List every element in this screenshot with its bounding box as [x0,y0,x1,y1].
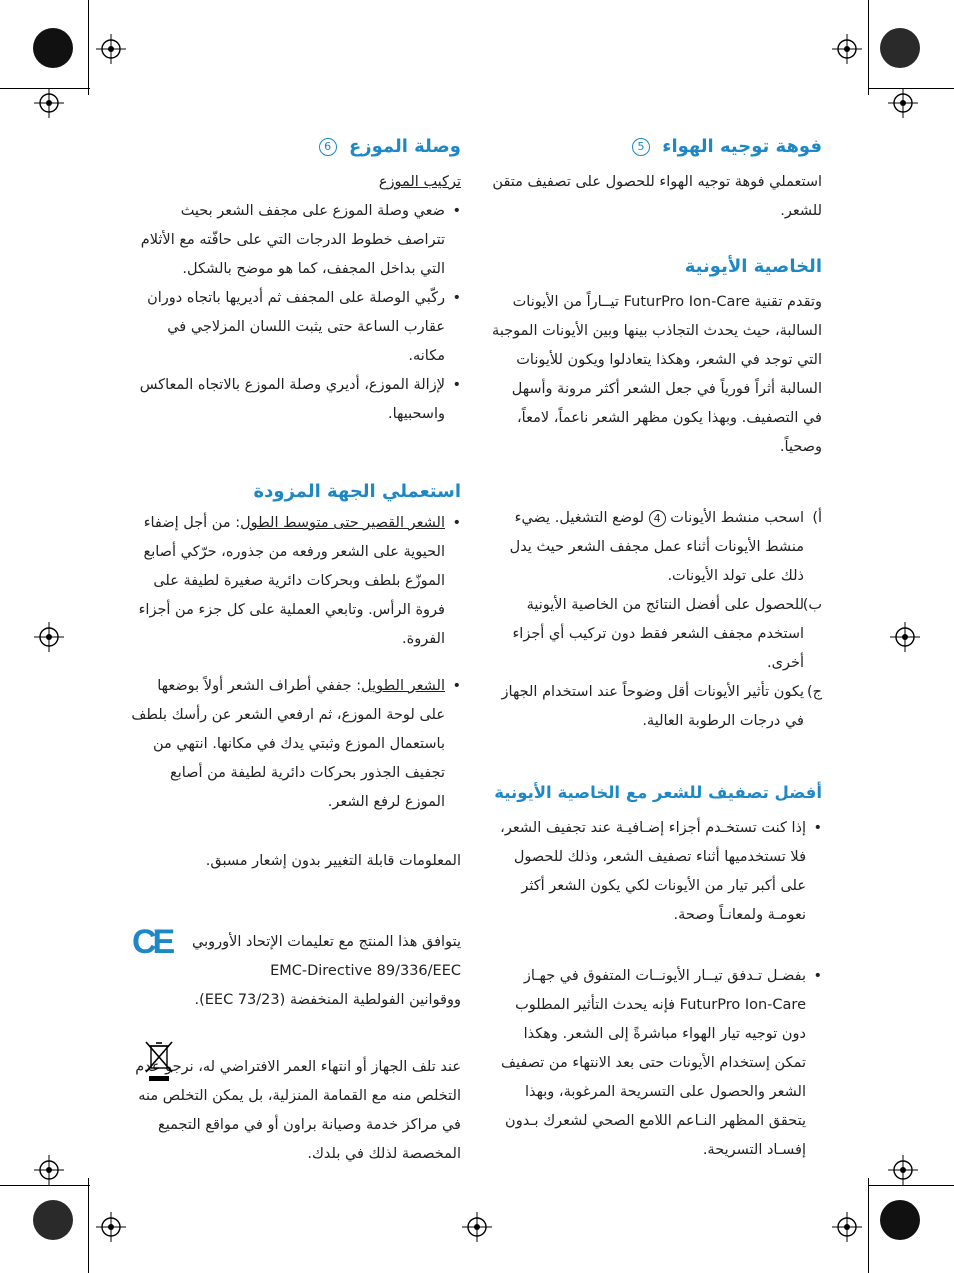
registration-mark-icon [34,622,64,652]
list-item-text: لوضع التشغيل. يضيء منشط الأيونات أثناء عمل مجفف الشعر حيث يدل ذلك على تولد الأيونات. [509,510,804,584]
list-item-text: من أجل إضفاء الحيوية على الشعر ورفعه من جذوره، حرّكي أصابع الموزّع بلطف وبحركات دائرية صغيرة لطيفة على فروة الرأس. وتابعي العملية على كل جزء من أجزاء الفروة. [138,515,445,647]
list-item-text: إذا كنت تستخـدم أجزاء إضـافيـة عند تجفيف الشعر، فلا تستخدميها أثناء تصفيف الشعر، وذلك للحصول على أكبر تيار من الأيونات لكي يكون الشعر أكثر نعومـة ولمعانـاً وصحة. [500,820,806,923]
bullet: • [452,377,461,393]
section-6-number: 6 [319,138,337,156]
list-item [130,284,461,371]
list-item [130,197,461,284]
registration-mark-icon [890,622,920,652]
section-5-title: فوهة توجيه الهواء 5 [490,132,822,162]
section-5-number: 5 [632,138,650,156]
list-item [490,504,822,591]
list-item-text: يكون تأثير الأيونات أقل وضوحاً عند استخدام الجهاز في درجات الرطوبة العالية. [501,684,804,729]
registration-mark-icon [832,1212,862,1242]
list-item-text: بفضـل تـدفق تيــار الأيونــات المتفوق في جهـاز FuturPro Ion-Care فإنه يحدث التأثير المطلوب دون توجيه تيار الهواء مباشرةً إلى الشعر. وهكذا تمكن إستخدام الأيونات حتى بعد الانتهاء من تصفيف الشعر والحصول على التسريحة المرغوبة، وبهذا يتحقق المظهر النـاعم اللامع الصحي لشعرك بـدون إفسـاد التسريحة. [500,968,806,1158]
ionic-section-body: وتقدم تقنية FuturPro Ion-Care تيــاراً من الأيونات السالبة، حيث يحدث التجاذب بينها وبين الأيونات الموجبة التي توجد في الشعر، وهكذا يتعادلوا ويكون للأيونات السالبة أثراً فورياً في جعل الشعر أكثر مرونة وأسهل في التصفيف. وبهذا يكون مظهر الشعر ناعماً، لامعاً، وصحياً. [492,294,822,455]
left-column [130,132,461,1169]
color-bar-disc-icon [880,1200,920,1240]
crop-line [868,1178,869,1273]
list-item [490,814,822,930]
eu-line-1: يتوافق هذا المنتج مع تعليمات الإتحاد الأوروبي [192,934,461,950]
crop-line [868,0,869,95]
ce-mark-icon: CE [132,923,172,961]
list-marker: ب) [802,597,822,613]
section-5-body: استعملي فوهة توجيه الهواء للحصول على تصفيف متقن للشعر. [492,174,822,219]
color-bar-disc-icon [880,28,920,68]
list-item [490,962,822,1165]
section-6-title: وصلة الموزع 6 [130,132,461,162]
registration-mark-icon [888,1155,918,1185]
list-item-text: ضعي وصلة الموزع على مجفف الشعر بحيث تتراصف خطوط الدرجات التي على حافّته مع الأثلام التي بداخل المجفف، كما هو موضح بالشكل. [140,203,445,277]
registration-mark-icon [34,88,64,118]
diffuser-use-title: استعملي الجهة المزودة [253,481,461,502]
eu-line-2: EMC-Directive 89/336/EEC [270,963,461,979]
crop-line [0,1185,90,1186]
list-item-text: ركّبي الوصلة على المجفف ثم أديريها باتجاه دوران عقارب الساعة حتى يثبت اللسان المزلاجي في مكانه. [147,290,445,364]
registration-mark-icon [96,34,126,64]
label-colon: : [356,678,362,694]
list-item [130,371,461,429]
bullet: • [452,203,461,219]
change-notice: المعلومات قابلة التغيير بدون إشعار مسبق. [205,853,461,869]
crop-line [88,1178,89,1273]
registration-mark-icon [888,88,918,118]
registration-mark-icon [34,1155,64,1185]
bullet: • [452,290,461,306]
crop-line [88,0,89,95]
list-item [130,509,461,654]
list-item [490,678,822,736]
crop-line [868,1185,954,1186]
short-hair-label: الشعر القصير حتى متوسط الطول [240,515,445,531]
right-column [490,132,822,1165]
eu-compliance [130,928,461,1015]
list-item-text: لإزالة الموزع، أديري وصلة الموزع بالاتجاه المعاكس واسحبيها. [139,377,445,422]
registration-mark-icon [96,1212,126,1242]
disposal-notice: عند تلف الجهاز أو انتهاء العمر الافتراضي له، نرجو عدم التخلص منه مع القمامة المنزلية، بل يمكن التخلص منه في مراكز خدمة وصيانة براون أو في مواقع التجميع المخصصة لذلك في بلدك. [135,1059,461,1162]
long-hair-label: الشعر الطويل [361,678,445,694]
registration-mark-icon [832,34,862,64]
registration-mark-icon [462,1212,492,1242]
crossed-bin-icon [144,1038,174,1082]
list-item-text: جففي أطراف الشعر أولاً بوضعها على لوحة الموزع، ثم ارفعي الشعر عن رأسك بلطف باستعمال الموزع وثبتي يدك في مكانها. انتهي من تجفيف الجذور بحركات دائرية لطيفة من أصابع الموزع لرفع الشعر. [131,678,445,810]
eu-line-3: ووقوانين الفولطية المنخفضة (73/23 EEC). [194,992,461,1008]
list-marker: ج) [806,684,822,700]
best-styling-title: أفضل تصفيف للشعر مع الخاصية الأيونية [494,783,822,802]
bullet: • [813,968,822,984]
list-item-text: اسحب منشط الأيونات [670,510,804,526]
ion-switch-number: 4 [649,510,666,527]
list-marker: أ) [812,510,822,526]
list-item-text: للحصول على أفضل النتائج من الخاصية الأيونية استخدم مجفف الشعر فقط دون تركيب أي أجزاء أخرى. [512,597,804,671]
bullet: • [813,820,822,836]
bullet: • [452,515,461,531]
label-colon: : [235,515,241,531]
list-item [490,591,822,678]
list-item [130,672,461,817]
color-bar-disc-icon [33,28,73,68]
ionic-section-title: الخاصية الأيونية [684,256,822,277]
mounting-heading: تركيب الموزع [378,174,461,190]
color-bar-disc-icon [33,1200,73,1240]
bullet: • [452,678,461,694]
